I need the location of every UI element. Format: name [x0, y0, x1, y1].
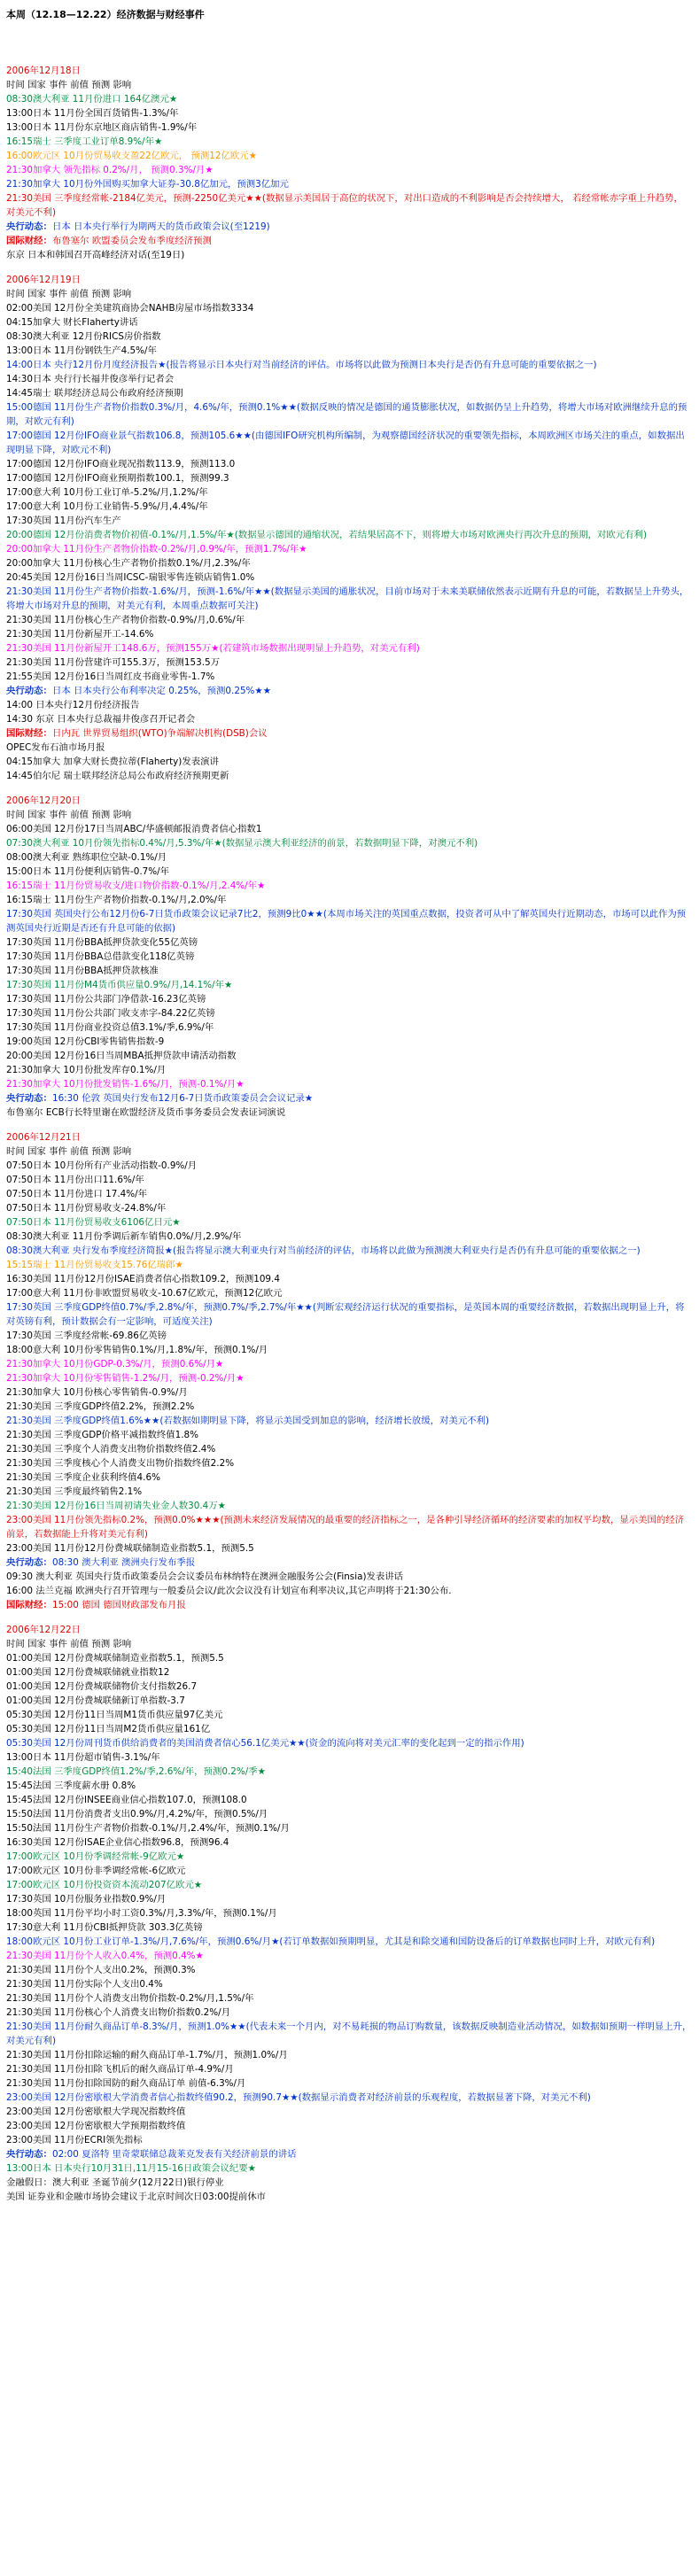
event-text: 15:00 德国 德国财政部发布月报 [51, 1600, 186, 1610]
event-line: 15:40法国 三季度GDP终值1.2%/季,2.6%/年，预测0.2%/季★ [6, 1766, 266, 1777]
section-label: 央行动态： [6, 1093, 52, 1104]
day-date: 2006年12月18日 [6, 66, 82, 76]
column-header: 时间 国家 事件 前值 预测 影响 [6, 1146, 132, 1157]
day-sections [6, 64, 693, 2204]
event-line: 21:30加拿大 10月份核心零售销售-0.9%/月 [6, 1387, 188, 1398]
event-line: 17:30英国 11月份BBA抵押贷款变化55亿英镑 [6, 937, 198, 948]
event-line: 17:00欧元区 10月份投资资本流动207亿欧元★ [6, 1880, 203, 1890]
event-line: 19:00英国 12月份CBI零售销售指数-9 [6, 1036, 165, 1047]
event-line: 08:30澳大利亚 央行发布季度经济简报★(报告将显示澳大利亚央行对当前经济的评估，市场将以此做为预测澳大利亚央行是否仍有升息可能的重要依据之一) [6, 1245, 641, 1256]
event-line: 05:30美国 12月份11日当周M1货币供应量97亿美元 [6, 1710, 223, 1720]
event-line: 14:30 东京 日本央行总裁福井俊彦召开记者会 [6, 714, 196, 725]
day-date: 2006年12月20日 [6, 795, 82, 806]
event-line: 15:45法国 12月份INSEE商业信心指数107.0，预测108.0 [6, 1795, 247, 1805]
event-line: 21:30加拿大 10月份GDP-0.3%/月，预测0.6%/月★ [6, 1359, 224, 1369]
event-line: 16:15瑞士 11月份生产者物价指数-0.1%/月,2.0%/年 [6, 895, 227, 905]
event-line: 01:00美国 12月份费城联储物价支付指数26.7 [6, 1681, 198, 1692]
section-spacer [6, 1612, 693, 1623]
event-line: 01:00美国 12月份费城联储新订单指数-3.7 [6, 1695, 185, 1706]
event-line: 21:30加拿大 10月份外国购买加拿大证券-30.8亿加元，预测3亿加元 [6, 179, 289, 190]
event-line: 16:15瑞士 11月份贸易收支/进口物价指数-0.1%/月,2.4%/年★ [6, 881, 266, 891]
event-line: 04:15加拿大 财长Flaherty讲话 [6, 317, 138, 328]
event-line: 21:30美国 三季度GDP价格平减指数终值1.8% [6, 1430, 199, 1440]
event-line: 21:30美国 11月份新屋开工-14.6% [6, 629, 154, 640]
event-line: 04:15加拿大 加拿大财长费拉蒂(Flaherty)发表演讲 [6, 757, 219, 767]
event-line: 15:15瑞士 11月份贸易收支15.76亿瑞郎★ [6, 1260, 183, 1270]
event-line: 16:00欧元区 10月份贸易收支盈22亿欧元， 预测12亿欧元★ [6, 151, 257, 161]
event-line: 23:00美国 12月份密歇根大学现况指数终值 [6, 2107, 186, 2117]
section-spacer [6, 262, 693, 273]
event-line: 01:00美国 12月份费城联储就业指数12 [6, 1667, 170, 1678]
event-line: 21:30美国 三季度企业获利终值4.6% [6, 1472, 160, 1483]
event-line: 21:30美国 11月份个人收入0.4%，预测0.4%★ [6, 1951, 204, 1961]
event-line: 02:00美国 12月份全美建筑商协会NAHB房屋市场指数3334 [6, 303, 254, 314]
event-line: 18:00意大利 10月份零售销售0.1%/月,1.8%/年，预测0.1%/月 [6, 1345, 268, 1355]
event-line [6, 1598, 693, 1612]
event-line: 16:15瑞士 三季度工业订单8.9%/年★ [6, 136, 163, 147]
event-line: 20:00加拿大 11月份核心生产者物价指数0.1%/月,2.3%/年 [6, 558, 251, 569]
column-header: 时间 国家 事件 前值 预测 影响 [6, 1639, 132, 1649]
event-line: 07:50日本 11月份贸易收支-24.8%/年 [6, 1203, 167, 1214]
event-line: 08:30澳大利亚 11月份季调后新车销售0.0%/月,2.9%/年 [6, 1231, 242, 1242]
event-text: 布鲁塞尔 欧盟委员会发布季度经济预测 [51, 236, 212, 246]
event-line: 美国 证券业和金融市场协会建议于北京时间次日03:00提前休市 [6, 2192, 267, 2202]
event-line [6, 1091, 693, 1106]
column-header: 时间 国家 事件 前值 预测 影响 [6, 289, 132, 299]
event-line: 21:30加拿大 领先指标 0.2%/月， 预测0.3%/月★ [6, 165, 214, 175]
event-line: 17:30英国 英国央行公布12月份6-7日货币政策会议记录7比2，预测9比0★★(本周市场关注的英国重点数据，投资者可从中了解英国央行近期动态，市场可以此作为预测英国央行近期是否还有升息可能的依据) [6, 909, 687, 934]
event-line: 05:30美国 12月份11日当周M2货币供应量161亿 [6, 1724, 211, 1734]
event-line: 07:50日本 11月份贸易收支6106亿日元★ [6, 1217, 181, 1228]
event-line: 17:30英国 三季度经常帐-69.86亿英镑 [6, 1331, 167, 1341]
event-line: 21:30美国 三季度GDP终值1.6%★★(若数据如期明显下降，将显示美国受到加息的影响，经济增长放缓，对美元不利) [6, 1416, 490, 1426]
event-line: 21:30美国 11月份实际个人支出0.4% [6, 1979, 163, 1990]
event-line: 08:30澳大利亚 11月份进口 164亿澳元★ [6, 94, 178, 105]
event-line: OPEC发布石油市场月报 [6, 742, 105, 753]
event-line: 21:30美国 11月份生产者物价指数-1.6%/月，预测-1.6%/年★★(数据显示美国的通胀状况，目前市场对于未来美联储依然表示近期有升息的可能，若数据呈上升势头，将增大市场对升息的预期，对美元有利，本周重点数据可关注) [6, 586, 689, 611]
event-line: 17:00德国 12月份IFO商业现况指数113.9，预测113.0 [6, 459, 236, 469]
event-line: 21:30美国 11月份新屋开工148.6万，预测155万★(若建筑市场数据出现明显上升趋势，对美元有利) [6, 643, 420, 654]
event-line: 21:30美国 11月份扣除运输的耐久商品订单-1.7%/月，预测1.0%/月 [6, 2050, 288, 2060]
event-line: 17:30英国 11月份公共部门收支赤字-84.22亿英镑 [6, 1008, 215, 1019]
event-line: 20:45美国 12月份16日当周ICSC-瑞银零售连锁店销售1.0% [6, 572, 255, 583]
event-line: 17:00意大利 11月份非欧盟贸易收支-10.67亿欧元，预测12亿欧元 [6, 1288, 283, 1299]
event-line: 17:30英国 11月份M4货币供应量0.9%/月,14.1%/年★ [6, 980, 233, 990]
event-line [6, 726, 693, 741]
event-line: 17:00欧元区 10月份季调经常帐-9亿欧元★ [6, 1851, 185, 1862]
event-text: 日本 日本央行举行为期两天的货币政策会议(至1219) [51, 221, 270, 232]
event-line [6, 220, 693, 234]
event-line: 21:30美国 11月份核心生产者物价指数-0.9%/月,0.6%/年 [6, 615, 245, 625]
event-line: 东京 日本和韩国召开高峰经济对话(至19日) [6, 250, 185, 260]
section-label: 央行动态： [6, 686, 52, 696]
section-label: 国际财经： [6, 728, 52, 739]
event-line: 21:55美国 12月份16日当周红皮书商业零售-1.7% [6, 671, 215, 682]
event-text: 08:30 澳大利亚 澳洲央行发布季报 [51, 1557, 196, 1568]
event-line [6, 234, 693, 248]
event-line: 15:50法国 11月份生产者物价指数-0.1%/月,2.4%/年，预测0.1%/月 [6, 1823, 290, 1834]
day-date: 2006年12月19日 [6, 275, 82, 285]
event-line: 16:30美国 11月份12月份ISAE消费者信心指数109.2，预测109.4 [6, 1274, 280, 1284]
event-line: 21:30美国 11月份扣除国防的耐久商品订单 前值-6.3%/月 [6, 2078, 246, 2089]
event-line: 21:30美国 12月份16日当周初请失业金人数30.4万★ [6, 1501, 226, 1511]
event-line: 17:30英国 11月份BBA抵押贷款核准 [6, 966, 159, 976]
page [6, 0, 693, 2204]
event-line: 05:30美国 12月份周刊货币供给消费者的美国消费者信心56.1亿美元★★(资金的流向将对美元汇率的变化起到一定的指示作用) [6, 1738, 524, 1749]
event-line: 07:30澳大利亚 10月份领先指标0.4%/月,5.3%/年★(数据显示澳大利亚经济的前景，若数据明显下降，对澳元不利) [6, 838, 478, 849]
event-line: 17:30英国 11月份汽车生产 [6, 516, 121, 526]
day-section [6, 794, 693, 1120]
event-line: 08:30澳大利亚 12月份RICS房价指数 [6, 331, 161, 342]
event-line: 21:30美国 11月份耐久商品订单-8.3%/月，预测1.0%★★(代表未来一个月内，对不易耗损的物品订购数量，该数据反映制造业活动情况，如数据如预期一样明显上升，对美元有利) [6, 2021, 692, 2046]
event-line: 金融假日：澳大利亚 圣诞节前夕(12月22日)银行停业 [6, 2177, 224, 2188]
event-line: 23:00美国 11月份12月份费城联储制造业指数5.1，预测5.5 [6, 1543, 254, 1554]
event-line: 01:00美国 12月份费城联储制造业指数5.1，预测5.5 [6, 1653, 224, 1664]
event-line: 17:00德国 12月份IFO商业预期指数100.1，预测99.3 [6, 473, 229, 484]
event-text: 02:00 夏洛特 里奇蒙联储总裁莱克发表有关经济前景的讲话 [51, 2149, 297, 2160]
event-line: 20:00加拿大 11月份生产者物价指数-0.2%/月,0.9%/年，预测1.7%/年★ [6, 544, 307, 555]
event-line: 13:00日本 日本央行10月31日,11月15-16日政策会议纪要★ [6, 2163, 256, 2174]
event-line: 21:30加拿大 10月份批发库存0.1%/月 [6, 1065, 167, 1075]
event-line: 17:30英国 11月份商业投资总值3.1%/季,6.9%/年 [6, 1022, 214, 1033]
event-line: 17:00欧元区 10月份非季调经常帐-6亿欧元 [6, 1866, 186, 1876]
event-text: 日内瓦 世界贸易组织(WTO)争端解决机构(DSB)会议 [51, 728, 268, 739]
section-label: 央行动态： [6, 221, 52, 232]
event-line: 23:00美国 12月份密歇根大学预期指数终值 [6, 2121, 186, 2131]
event-line: 17:30英国 10月份服务业指数0.9%/月 [6, 1894, 167, 1905]
event-text: 16:30 伦敦 英国央行发布12月6-7日货币政策委员会会议记录★ [51, 1093, 314, 1104]
event-line: 15:00德国 11月份生产者物价指数0.3%/月，4.6%/年，预测0.1%★★(数据反映的情况是德国的通货膨胀状况，如数据仍呈上升趋势，将增大市场对欧洲继续升息的预期，对欧元有利) [6, 402, 687, 427]
event-line: 17:30英国 三季度GDP终值0.7%/季,2.8%/年，预测0.7%/季,2.7%/年★★(判断宏观经济运行状况的重要指标，是英国本周的重要经济数据，若数据出现明显上升，将对英镑有利，预计数据会有一定影响，可适度关注) [6, 1302, 685, 1327]
event-line: 17:30英国 11月份公共部门净借款-16.23亿英镑 [6, 994, 206, 1005]
event-line: 14:00日本 央行12月份月度经济报告★(报告将显示日本央行对当前经济的评估。市场将以此做为预测日本央行是否仍有升息可能的重要依据之一) [6, 360, 597, 370]
event-line: 17:30英国 11月份BBA总借款变化118亿英镑 [6, 951, 195, 962]
section-label: 国际财经： [6, 1600, 52, 1610]
day-section [6, 1623, 693, 2204]
event-line: 16:30美国 12月份ISAE企业信心指数96.8，预测96.4 [6, 1837, 229, 1848]
page-title: 本周（12.18—12.22）经济数据与财经事件 [6, 9, 205, 20]
event-line: 09:30 澳大利亚 英国央行货币政策委员会会议委员布林纳特在澳洲金融服务公会(Finsia)发表讲话 [6, 1571, 404, 1582]
event-line: 15:45法国 三季度薪水册 0.8% [6, 1781, 136, 1791]
event-line: 21:30美国 11月份核心个人消费支出物价指数0.2%/月 [6, 2007, 231, 2018]
event-line: 21:30美国 三季度核心个人消费支出物价指数终值2.2% [6, 1458, 235, 1469]
event-line: 15:00日本 11月份便利店销售-0.7%/年 [6, 866, 170, 877]
event-line: 16:00 法兰克福 欧洲央行召开管理与一般委员会议/此次会议没有计划宣布利率决议,其它声明将于21:30公布. [6, 1586, 452, 1596]
event-line: 17:30意大利 11月份CBI抵押贷款 303.3亿英镑 [6, 1922, 203, 1933]
day-date: 2006年12月21日 [6, 1132, 82, 1143]
event-line: 17:00意大利 10月份工业订单-5.2%/月,1.2%/年 [6, 487, 208, 498]
section-label: 国际财经： [6, 236, 52, 246]
event-line: 14:00 日本央行12月份经济报告 [6, 700, 140, 710]
event-line: 06:00美国 12月份17日当周ABC/华盛顿邮报消费者信心指数1 [6, 824, 262, 834]
section-spacer [6, 783, 693, 794]
event-line: 21:30美国 11月份个人消费支出物价指数-0.2%/月,1.5%/年 [6, 1993, 254, 2004]
event-line: 18:00英国 11月份平均小时工资0.3%/月,3.3%/年，预测0.1%/月 [6, 1908, 277, 1919]
event-line: 布鲁塞尔 ECB行长特里谢在欧盟经济及货币事务委员会发表证词演说 [6, 1107, 286, 1118]
event-line: 23:00美国 12月份密歇根大学消费者信心指数终值90.2，预测90.7★★(数据显示消费者对经济前景的乐观程度，若数据显著下降，对美元不利) [6, 2092, 591, 2103]
column-header: 时间 国家 事件 前值 预测 影响 [6, 80, 132, 90]
event-line: 07:50日本 11月份进口 17.4%/年 [6, 1189, 148, 1199]
event-line: 13:00日本 11月份超市销售-3.1%/年 [6, 1752, 160, 1763]
section-label: 央行动态： [6, 1557, 52, 1568]
event-line: 14:45伯尔尼 瑞士联邦经济总局公布政府经济预期更新 [6, 771, 229, 781]
day-section [6, 64, 693, 262]
event-line: 14:45瑞士 联邦经济总局公布政府经济预期 [6, 388, 183, 399]
event-line: 15:50法国 11月份消费者支出0.9%/月,4.2%/年，预测0.5%/月 [6, 1809, 268, 1819]
event-line: 21:30美国 三季度GDP终值2.2%，预测2.2% [6, 1401, 195, 1412]
day-date: 2006年12月22日 [6, 1625, 82, 1635]
event-line: 14:30日本 央行行长福井俊彦举行记者会 [6, 374, 175, 384]
event-line [6, 1556, 693, 1570]
event-line: 08:00澳大利亚 熟练职位空缺-0.1%/月 [6, 852, 167, 863]
event-text: 日本 日本央行公布利率决定 0.25%，预测0.25%★★ [51, 686, 272, 696]
event-line: 07:50日本 10月份所有产业活动指数-0.9%/月 [6, 1160, 198, 1171]
event-line: 17:00意大利 10月份工业销售-5.9%/月,4.4%/年 [6, 501, 208, 512]
event-line: 23:00美国 11月份领先指标0.2%，预测0.0%★★★(预测未来经济发展情况的最重要的经济指标之一，是各种引导经济循环的经济要素的加权平均数，显示美国的经济前景，若数据能上升将对美元有利) [6, 1515, 685, 1540]
event-line [6, 684, 693, 698]
section-label: 央行动态： [6, 2149, 52, 2160]
event-line: 21:30加拿大 10月份零售销售-1.2%/月，预测-0.2%/月★ [6, 1373, 245, 1384]
event-line: 21:30美国 三季度经常帐-2184亿美元，预测-2250亿美元★★(数据显示美国居于高位的状况下，对出口造成的不利影响是否会持续增大， 若经常帐赤字重上升趋势， 对美元不利) [6, 193, 683, 218]
event-line: 21:30美国 11月份营建许可155.3万，预测153.5万 [6, 657, 221, 668]
event-line: 07:50日本 11月份出口11.6%/年 [6, 1175, 144, 1185]
section-spacer [6, 1120, 693, 1130]
event-line: 13:00日本 11月份钢铁生产4.5%/年 [6, 345, 157, 356]
column-header: 时间 国家 事件 前值 预测 影响 [6, 810, 132, 820]
event-line: 18:00欧元区 10月份工业订单-1.3%/月,7.6%/年，预测0.6%/月★(若订单数据如预期明显，尤其是和除交通和国防设备后的订单数据也同时上升，对欧元有利) [6, 1936, 656, 1947]
event-line: 21:30加拿大 10月份批发销售-1.6%/月，预测-0.1%/月★ [6, 1079, 245, 1090]
event-line: 13:00日本 11月份全国百货销售-1.3%/年 [6, 108, 179, 119]
day-section [6, 1130, 693, 1612]
event-line: 17:00德国 12月份IFO商业景气指数106.8，预测105.6★★(由德国IFO研究机构所编制，为观察德国经济状况的重要领先指标，本周欧洲区市场关注的重点，如数据出现明显下降，对欧元不利) [6, 431, 685, 455]
event-line: 20:00美国 12月份16日当周MBA抵押贷款申请活动指数 [6, 1051, 237, 1061]
event-line: 13:00日本 11月份东京地区商店销售-1.9%/年 [6, 122, 198, 133]
event-line: 20:00德国 12月份消费者物价初值-0.1%/月,1.5%/年★(数据显示德国的通缩状况，若结果居高不下，则将增大市场对欧洲央行再次升息的预期，对欧元有利) [6, 530, 647, 540]
day-section [6, 273, 693, 783]
event-line: 21:30美国 三季度个人消费支出物价指数终值2.4% [6, 1444, 216, 1455]
event-line [6, 2147, 693, 2161]
event-line: 21:30美国 11月份个人支出0.2%，预测0.3% [6, 1965, 196, 1975]
event-line: 21:30美国 11月份扣除飞机后的耐久商品订单-4.9%/月 [6, 2064, 234, 2075]
event-line: 21:30美国 三季度最终销售2.1% [6, 1486, 143, 1497]
event-line: 23:00美国 11月份ECRI领先指标 [6, 2135, 143, 2145]
